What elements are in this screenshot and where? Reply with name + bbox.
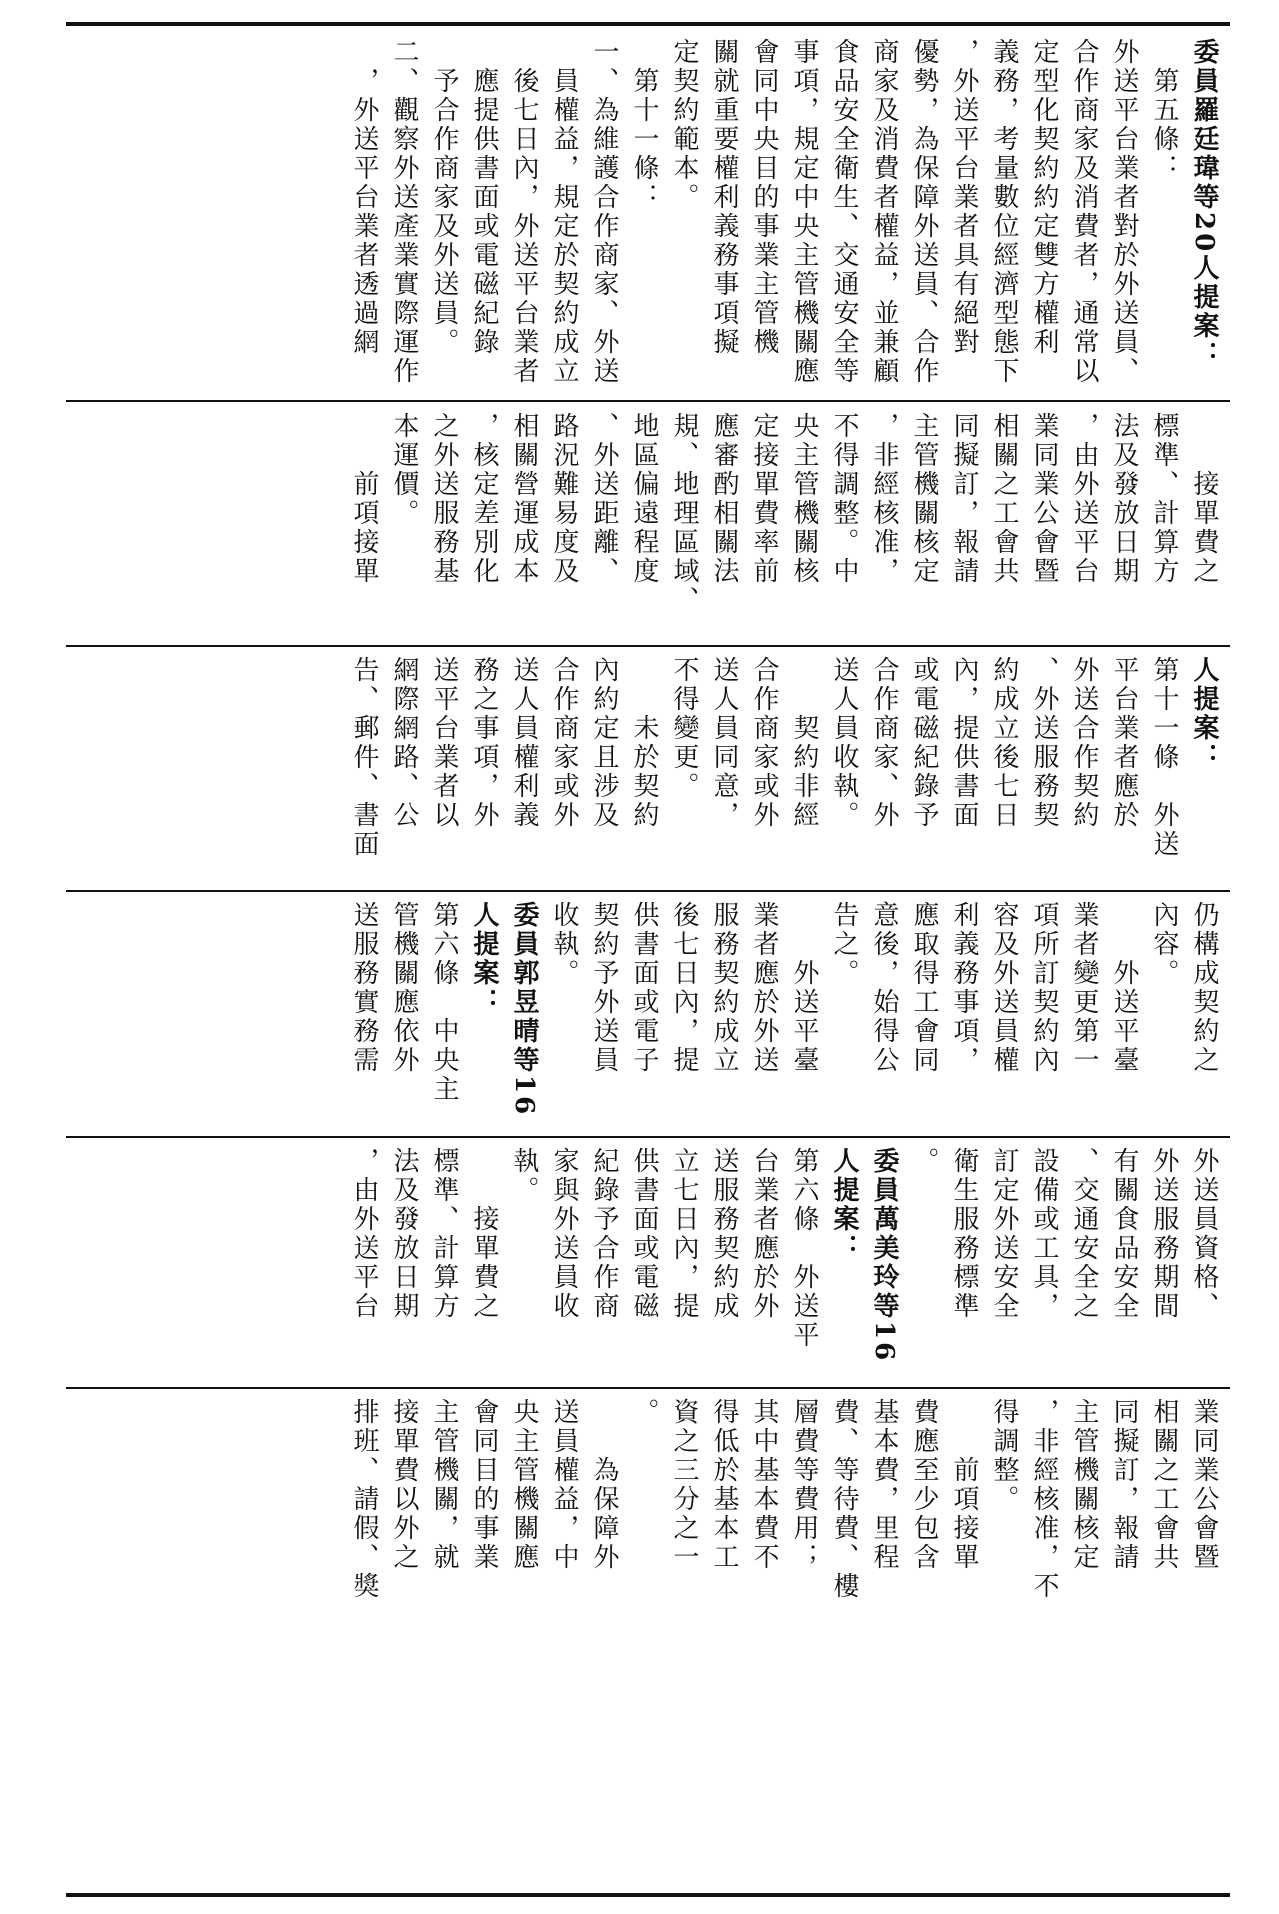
text-line: 定契約範本。 <box>669 38 699 212</box>
text-line: 法及發放日期 <box>389 1147 419 1321</box>
text-line: 標準、計算方 <box>429 1147 459 1321</box>
text-line: 主管機關，就 <box>429 1398 459 1572</box>
text-line: ，外送平台業者具有絕對 <box>949 38 979 357</box>
text-line: 契約予外送員 <box>589 901 619 1075</box>
text-line: 設備或工具， <box>1029 1147 1059 1321</box>
text-line: 內容。 <box>1149 901 1179 988</box>
text-line: 會同中央目的事業主管機 <box>749 38 779 357</box>
text-line: 執。 <box>509 1147 539 1205</box>
text-line: 資之三分之一 <box>669 1398 699 1572</box>
text-line: 紀錄予合作商 <box>589 1147 619 1321</box>
text-line: 規、地理區域、 <box>669 412 699 615</box>
text-line: 應審酌相關法 <box>709 412 739 586</box>
text-line: 其中基本費不 <box>749 1398 779 1572</box>
text-line: 或電磁紀錄予 <box>909 656 939 830</box>
text-line: 之外送服務基 <box>429 412 459 586</box>
text-line: 接單費以外之 <box>389 1398 419 1572</box>
text-line: 、交通安全之 <box>1069 1147 1099 1321</box>
top-rule <box>66 22 1230 26</box>
row-divider <box>66 1136 1230 1138</box>
proposal-heading: 人提案： <box>829 1147 859 1263</box>
text-line: 義務，考量數位經濟型態下 <box>989 38 1019 386</box>
text-line: 後七日內，外送平台業者 <box>509 38 539 386</box>
text-line: 業同業公會暨 <box>1029 412 1059 586</box>
text-line: 、外送服務契 <box>1029 656 1059 830</box>
text-line: 法及發放日期 <box>1109 412 1139 586</box>
text-band-5 <box>66 1143 1230 1381</box>
bottom-rule <box>66 1893 1230 1897</box>
vertical-text <box>344 1398 1224 1628</box>
text-line: 事項，規定中央主管機關應 <box>789 38 819 386</box>
text-line: 食品安全衛生、交通安全等 <box>829 38 859 386</box>
text-line: 第五條： <box>1149 38 1179 183</box>
text-line: 標準、計算方 <box>1149 412 1179 586</box>
text-line: 外送平臺 <box>1109 901 1139 1075</box>
text-line: 優勢，為保障外送員、合作 <box>909 38 939 386</box>
text-line: 外送平台業者對於外送員、 <box>1109 38 1139 386</box>
text-line: 外送員資格、 <box>1189 1147 1219 1321</box>
text-line: 項所訂契約內 <box>1029 901 1059 1075</box>
text-line: 會同目的事業 <box>469 1398 499 1572</box>
text-line: 有關食品安全 <box>1109 1147 1139 1321</box>
text-line: 送人員收執。 <box>829 656 859 830</box>
proposal-heading: 委員郭昱晴等16 <box>509 901 539 1118</box>
text-line: 送平台業者以 <box>429 656 459 830</box>
text-line: 相關之工會共 <box>989 412 1019 586</box>
text-line: 不得調整。中 <box>829 412 859 586</box>
text-line: 路況難易度及 <box>549 412 579 586</box>
text-line: 二、觀察外送產業實際運作 <box>389 38 419 386</box>
text-line: 相關營運成本 <box>509 412 539 586</box>
text-line: 同擬訂，報請 <box>1109 1398 1139 1572</box>
text-line: 供書面或電子 <box>629 901 659 1075</box>
vertical-text <box>344 38 1224 390</box>
text-line: 主管機關核定 <box>909 412 939 586</box>
row-divider <box>66 645 1230 647</box>
text-line: 關就重要權利義務事項擬 <box>709 38 739 357</box>
text-line: ，由外送平台 <box>349 1147 379 1321</box>
text-band-2 <box>66 408 1230 640</box>
row-divider <box>66 400 1230 402</box>
text-line: 得低於基本工 <box>709 1398 739 1572</box>
text-line: ，核定差別化 <box>469 412 499 586</box>
text-line: 一、為維護合作商家、外送 <box>589 38 619 386</box>
proposal-heading: 人提案： <box>469 901 499 1017</box>
text-line: 內，提供書面 <box>949 656 979 830</box>
text-line: 業同業公會暨 <box>1189 1398 1219 1572</box>
text-line: 相關之工會共 <box>1149 1398 1179 1572</box>
text-line: ，非經核准， <box>869 412 899 586</box>
text-line: 外送合作契約 <box>1069 656 1099 830</box>
text-line: 接單費之 <box>469 1147 499 1321</box>
text-line: 商家及消費者權益，並兼顧 <box>869 38 899 386</box>
text-line: 合作商家或外 <box>749 656 779 830</box>
text-band-3 <box>66 652 1230 884</box>
text-band-4 <box>66 897 1230 1131</box>
text-line: 前項接單 <box>949 1398 979 1572</box>
text-line: 費應至少包含 <box>909 1398 939 1572</box>
text-line: 未於契約 <box>629 656 659 830</box>
text-line: 送人員權利義 <box>509 656 539 830</box>
text-line: 立七日內，提 <box>669 1147 699 1321</box>
text-line: 地區偏遠程度 <box>629 412 659 586</box>
text-line: 後七日內，提 <box>669 901 699 1075</box>
text-line: 為保障外 <box>589 1398 619 1572</box>
text-line: 應提供書面或電磁紀錄 <box>469 38 499 357</box>
text-line: ，外送平台業者透過網 <box>349 38 379 357</box>
text-line: 送服務契約成 <box>709 1147 739 1321</box>
text-band-1 <box>66 34 1230 394</box>
text-line: 送人員同意， <box>709 656 739 830</box>
text-line: 契約非經 <box>789 656 819 830</box>
text-line: 第六條 外送平 <box>789 1147 819 1350</box>
text-line: 予合作商家及外送員。 <box>429 38 459 357</box>
text-line: 平台業者應於 <box>1109 656 1139 830</box>
text-line: 台業者應於外 <box>749 1147 779 1321</box>
vertical-text <box>344 1147 1224 1377</box>
text-line: 。 <box>909 1147 939 1176</box>
text-line: 利義務事項， <box>949 901 979 1075</box>
text-line: 定型化契約約定雙方權利 <box>1029 38 1059 357</box>
text-line: 前項接單 <box>349 412 379 586</box>
text-line: 第十一條 外送 <box>1149 656 1179 859</box>
text-line: 央主管機關核 <box>789 412 819 586</box>
text-line: 家與外送員收 <box>549 1147 579 1321</box>
text-line: 管機關應依外 <box>389 901 419 1075</box>
text-line: 務之事項，外 <box>469 656 499 830</box>
text-line: 仍構成契約之 <box>1189 901 1219 1075</box>
text-line: 送服務實務需 <box>349 901 379 1075</box>
text-line: 網際網路、公 <box>389 656 419 830</box>
text-line: 容及外送員權 <box>989 901 1019 1075</box>
text-line: 央主管機關應 <box>509 1398 539 1572</box>
text-line: 本運價。 <box>389 412 419 528</box>
text-line: 。 <box>629 1398 659 1427</box>
text-line: 訂定外送安全 <box>989 1147 1019 1321</box>
text-line: 得調整。 <box>989 1398 1019 1514</box>
text-line: 外送平臺 <box>789 901 819 1075</box>
text-line: 主管機關核定 <box>1069 1398 1099 1572</box>
text-line: 衛生服務標準 <box>949 1147 979 1321</box>
text-band-6 <box>66 1394 1230 1634</box>
text-line: 告、郵件、書面 <box>349 656 379 859</box>
text-line: 收執。 <box>549 901 579 988</box>
text-line: 定接單費率前 <box>749 412 779 586</box>
text-line: 合作商家或外 <box>549 656 579 830</box>
text-line: 內約定且涉及 <box>589 656 619 830</box>
vertical-text <box>344 901 1224 1127</box>
text-line: 排班、請假、獎 <box>349 1398 379 1601</box>
text-line: 員權益，規定於契約成立 <box>549 38 579 386</box>
text-line: 不得變更。 <box>669 656 699 801</box>
text-line: 告之。 <box>829 901 859 988</box>
text-line: 合作商家、外 <box>869 656 899 830</box>
text-line: 意後，始得公 <box>869 901 899 1075</box>
text-line: 層費等費用； <box>789 1398 819 1572</box>
vertical-text <box>344 656 1224 882</box>
text-line: 同擬訂，報請 <box>949 412 979 586</box>
text-line: 約成立後七日 <box>989 656 1019 830</box>
text-line: ，由外送平台 <box>1069 412 1099 586</box>
text-line: 第六條 中央主 <box>429 901 459 1104</box>
text-line: ，非經核准，不 <box>1029 1398 1059 1601</box>
text-line: 外送服務期間 <box>1149 1147 1179 1321</box>
text-line: 接單費之 <box>1189 412 1219 586</box>
text-line: 費、等待費、樓 <box>829 1398 859 1601</box>
text-line: 、外送距離、 <box>589 412 619 586</box>
text-line: 送員權益，中 <box>549 1398 579 1572</box>
text-line: 供書面或電磁 <box>629 1147 659 1321</box>
row-divider <box>66 890 1230 892</box>
text-line: 應取得工會同 <box>909 901 939 1075</box>
text-line: 基本費，里程 <box>869 1398 899 1572</box>
text-line: 合作商家及消費者，通常以 <box>1069 38 1099 386</box>
proposal-heading: 委員萬美玲等16 <box>869 1147 899 1364</box>
text-line: 業者變更第一 <box>1069 901 1099 1075</box>
text-line: 第十一條： <box>629 38 659 212</box>
row-divider <box>66 1387 1230 1389</box>
text-line: 服務契約成立 <box>709 901 739 1075</box>
text-line: 業者應於外送 <box>749 901 779 1075</box>
vertical-text <box>344 412 1224 638</box>
proposal-heading: 委員羅廷瑋等20人提案： <box>1189 38 1219 371</box>
proposal-heading: 人提案： <box>1189 656 1219 772</box>
